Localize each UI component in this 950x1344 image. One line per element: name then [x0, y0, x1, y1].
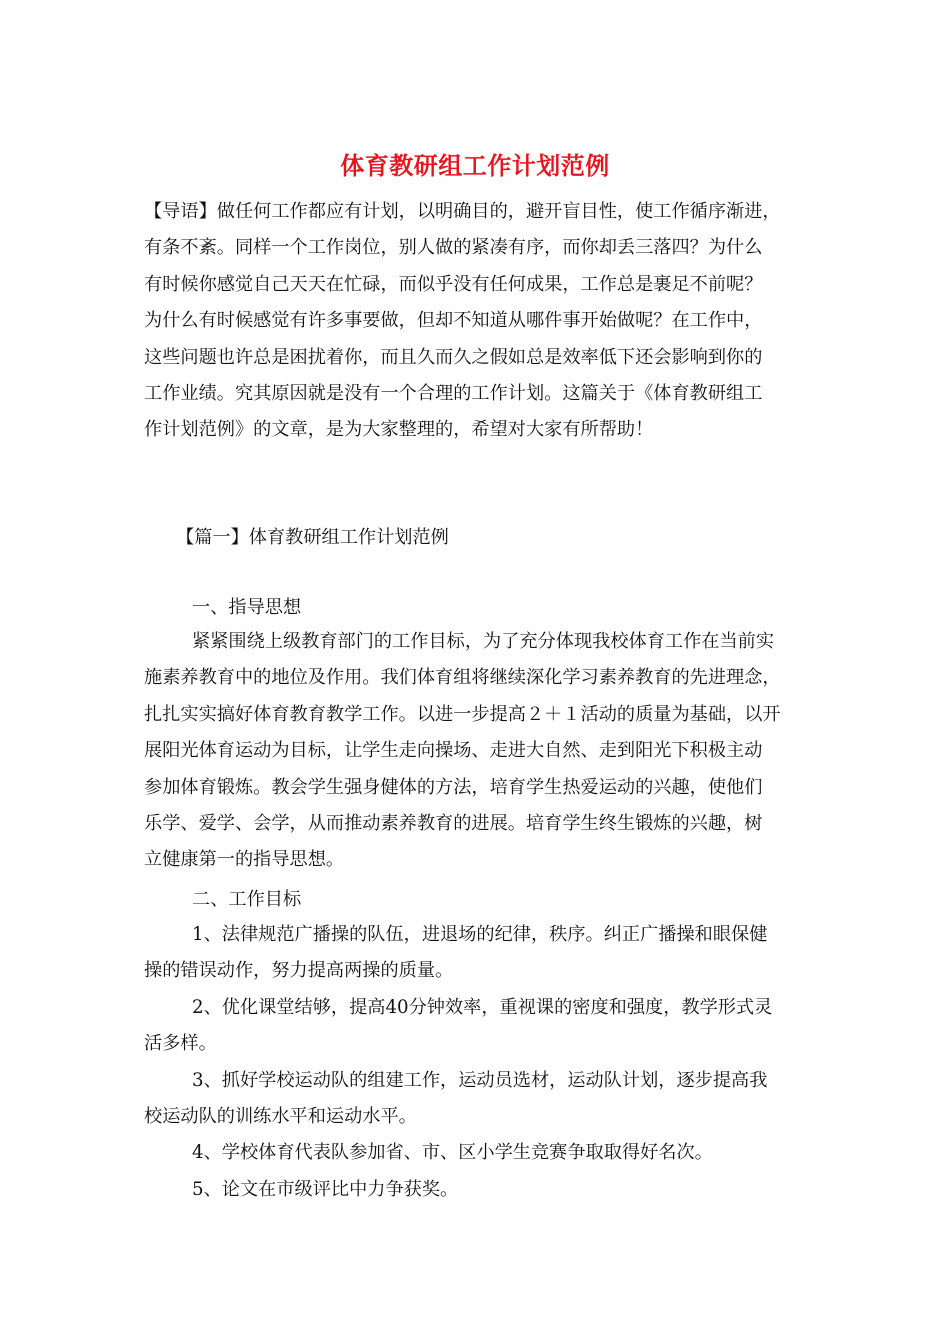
paragraph-line: 立健康第一的指导思想。	[144, 849, 345, 871]
intro-line: 为什么有时候感觉有许多事要做，但却不知道从哪件事开始做呢？在工作中，	[144, 310, 763, 332]
intro-line: 工作业绩。究其原因就是没有一个合理的工作计划。这篇关于《体育教研组工	[144, 382, 763, 404]
paragraph-line: 参加体育锻炼。教会学生强身健体的方法，培育学生热爱运动的兴趣，使他们	[144, 776, 763, 798]
work-goals-list	[144, 917, 806, 1208]
paragraph-line: 扎扎实实搞好体育教育教学工作。以进一步提高２＋１活动的质量为基础，以开	[144, 703, 781, 725]
goal-item: 4、学校体育代表队参加省、市、区小学生竞赛争取取得好名次。	[192, 1142, 713, 1164]
goal-item: 1、法律规范广播操的队伍，进退场的纪律，秩序。纠正广播操和眼保健	[192, 924, 768, 945]
paragraph-line: 展阳光体育运动为目标，让学生走向操场、走进大自然、走到阳光下积极主动	[144, 740, 763, 762]
goal-item-continuation: 活多样。	[144, 1033, 217, 1055]
intro-line: 有条不紊。同样一个工作岗位，别人做的紧凑有序，而你却丢三落四？为什么	[144, 237, 763, 259]
goal-item-continuation: 校运动队的训练水平和运动水平。	[144, 1105, 417, 1127]
chapter-heading: 【篇一】体育教研组工作计划范例	[176, 527, 449, 548]
goal-item-continuation: 操的错误动作，努力提高两操的质量。	[144, 960, 454, 982]
document-title: 体育教研组工作计划范例	[340, 152, 610, 180]
intro-paragraph	[144, 194, 806, 449]
goal-item: 3、抓好学校运动队的组建工作，运动员选材，运动队计划，逐步提高我	[192, 1069, 768, 1091]
section-heading-guiding-thought: 一、指导思想	[192, 597, 302, 618]
goal-item: 5、论文在市级评比中力争获奖。	[192, 1178, 459, 1200]
paragraph-line: 紧紧围绕上级教育部门的工作目标，为了充分体现我校体育工作在当前实	[192, 631, 775, 652]
section-heading-work-goals: 二、工作目标	[192, 889, 302, 910]
guiding-thought-paragraph	[144, 624, 806, 879]
intro-line: 这些问题也许总是困扰着你，而且久而久之假如总是效率低下还会影响到你的	[144, 346, 763, 368]
intro-line: 有时候你感觉自己天天在忙碌，而似乎没有任何成果，工作总是裹足不前呢？	[144, 273, 763, 295]
paragraph-line: 乐学、爱学、会学，从而推动素养教育的进展。培育学生终生锻炼的兴趣，树	[144, 812, 763, 834]
goal-item: 2、优化课堂结够，提高40分钟效率，重视课的密度和强度，教学形式灵	[192, 996, 773, 1018]
intro-line: 【导语】做任何工作都应有计划，以明确目的，避开盲目性，使工作循序渐进，	[144, 201, 781, 222]
intro-line: 作计划范例》的文章，是为大家整理的，希望对大家有所帮助！	[144, 419, 654, 441]
paragraph-line: 施素养教育中的地位及作用。我们体育组将继续深化学习素养教育的先进理念，	[144, 667, 781, 689]
